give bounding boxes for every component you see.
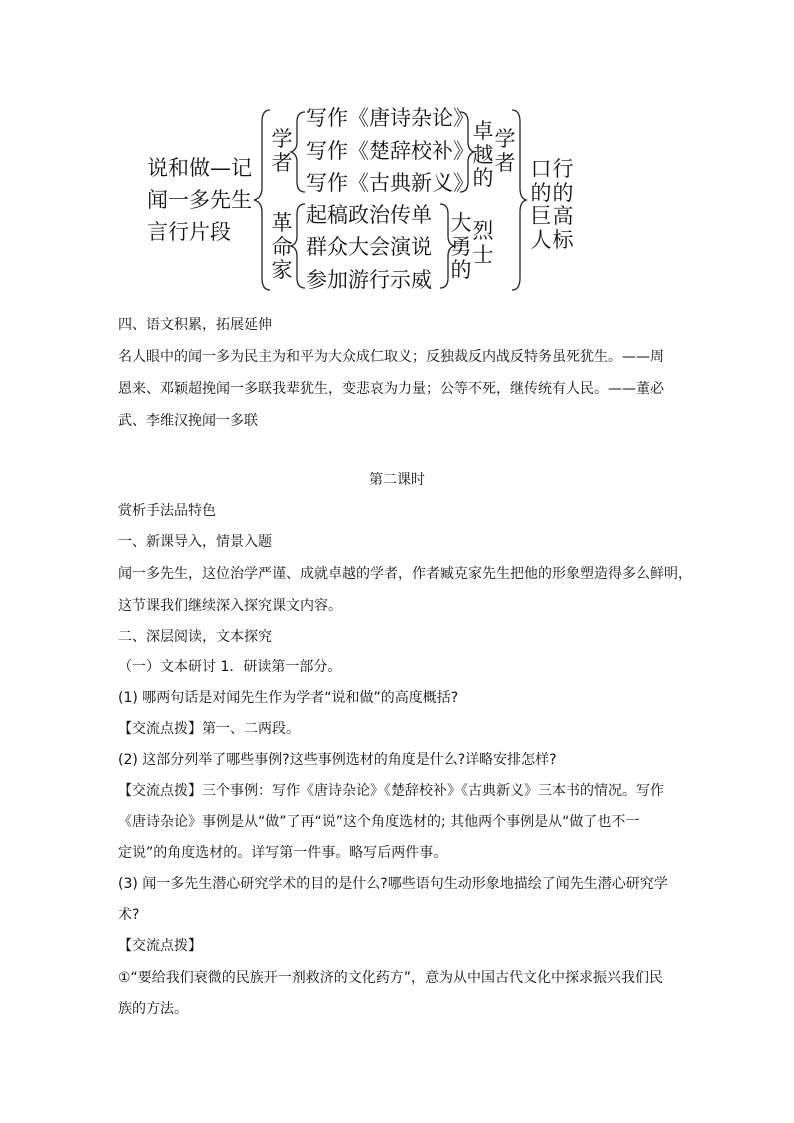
answer-3-item-1-line-1: ①“要给我们衰微的民族开一剂救济的文化药方”，意为从中国古代文化中探求振兴我们民 (118, 970, 664, 986)
answer-1: 【交流点拨】第一、二两段。 (118, 721, 300, 737)
revolutionary-item-1: 起稿政治传单 (306, 203, 432, 227)
question-2: (2) 这部分列举了哪些事例?这些事例选材的角度是什么?详略安排怎样? (118, 752, 557, 768)
scholar-result-a: 卓越的 (472, 119, 494, 191)
scholar-item-3: 写作《古典新义》 (306, 171, 474, 195)
question-3-line-2: 术? (118, 907, 140, 923)
root-line-3: 言行片段 (147, 220, 231, 244)
question-1: (1) 哪两句话是对闻先生作为学者“说和做”的高度概括? (118, 690, 459, 706)
scholar-item-1: 写作《唐诗杂论》 (306, 106, 474, 130)
summary-column-1: 口的巨人 (530, 157, 552, 252)
revolutionary-label: 革命家 (271, 211, 293, 283)
summary-column-2: 行的高标 (552, 157, 574, 252)
revolutionary-result-b: 烈士 (472, 219, 494, 267)
revolutionary-item-2: 群众大会演说 (306, 235, 432, 259)
intro-line-2: 这节课我们继续深入探究课文内容。 (118, 598, 342, 614)
root-line-1: 说和做—记 (147, 156, 252, 180)
subsection-1: （一）文本研讨 1．研读第一部分。 (118, 659, 342, 675)
answer-3: 【交流点拨】 (118, 938, 202, 954)
lesson2-subtitle: 赏析手法品特色 (118, 503, 216, 519)
revolutionary-item-3: 参加游行示威 (306, 268, 432, 292)
section4-line-3: 武、李维汉挽闻一多联 (118, 413, 258, 429)
heading-reading: 二、深层阅读，文本探究 (118, 629, 272, 645)
answer-3-item-1-line-2: 族的方法。 (118, 1001, 188, 1017)
root-line-2: 闻一多先生 (147, 188, 252, 212)
section4-line-1: 名人眼中的闻一多为民主为和平为大众成仁取义；反独裁反内战反特务虽死犹生。——周 (118, 349, 664, 365)
section4-heading: 四、语文积累，拓展延伸 (118, 317, 272, 333)
scholar-label: 学者 (271, 127, 293, 175)
revolutionary-result-a: 大勇的 (450, 211, 472, 283)
lesson2-title: 第二课时 (369, 472, 425, 488)
scholar-result-b: 学者 (494, 127, 516, 175)
intro-line-1: 闻一多先生，这位治学严谨、成就卓越的学者，作者臧克家先生把他的形象塑造得多么鲜明， (118, 566, 692, 582)
answer-2-line-1: 【交流点拨】三个事例：写作《唐诗杂论》《楚辞校补》《古典新义》三本书的情况。写作 (118, 783, 664, 799)
answer-2-line-2: 《唐诗杂论》事例是从“做”了再“说”这个角度选材的; 其他两个事例是从“做了也不一 (118, 814, 640, 830)
section4-line-2: 恩来、邓颖超挽闻一多联我辈犹生，变悲哀为力量；公等不死，继传统有人民。——董必 (118, 381, 664, 397)
heading-intro: 一、新课导入，情景入题 (118, 534, 272, 550)
question-3-line-1: (3) 闻一多先生潜心研究学术的目的是什么?哪些语句生动形象地描绘了闻先生潜心研究学 (118, 876, 668, 892)
scholar-item-2: 写作《楚辞校补》 (306, 139, 474, 163)
answer-2-line-3: 定说”的角度选材的。详写第一件事。略写后两件事。 (118, 845, 448, 861)
